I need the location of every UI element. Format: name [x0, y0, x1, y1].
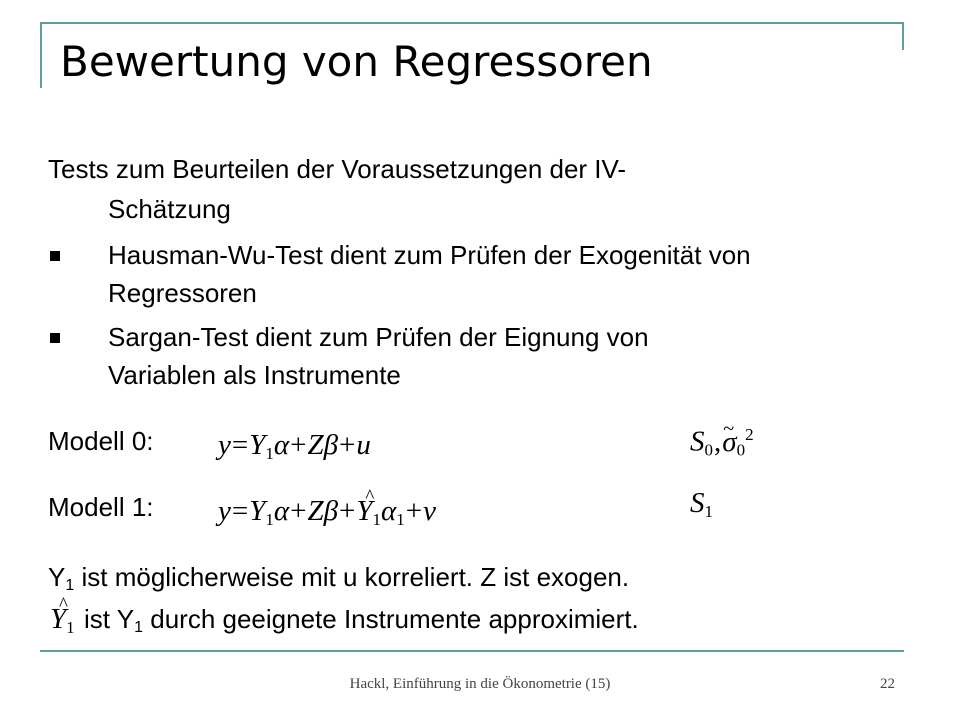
- bullet-marker-1: [50, 251, 60, 261]
- slide-title: Bewertung von Regressoren: [60, 37, 653, 86]
- page-number: 22: [880, 676, 895, 692]
- y1-hat-remark-text-b: durch geeignete Instrumente approximiert.: [143, 604, 639, 634]
- y1-subscript: 1: [65, 577, 75, 594]
- bullet-marker-2: [50, 333, 60, 343]
- bullet-1-line-2: Regressoren: [108, 278, 257, 308]
- model-1-label: Modell 1:: [48, 492, 154, 522]
- bullet-2-line-1: Sargan-Test dient zum Prüfen der Eignung von: [108, 322, 649, 352]
- model-1-statistics: $S_1$: [690, 487, 713, 521]
- model-0-label: Modell 0:: [48, 426, 154, 456]
- footer-text: Hackl, Einführung in die Ökonometrie (15): [349, 676, 611, 692]
- y1-hat-remark-text-a: ist Y: [84, 604, 135, 634]
- bullet-1-line-1: Hausman-Wu-Test dient zum Prüfen der Exogenität von: [108, 240, 751, 270]
- y1-remark: [48, 560, 629, 603]
- y1-symbol: Y: [48, 562, 66, 592]
- footer-divider: [40, 650, 904, 652]
- model-1-equation: $y=Y_1\alpha+Z\beta+\^{}$ $Y_1\alpha_1+v$: [218, 494, 436, 537]
- frame-right-line: [902, 22, 904, 50]
- frame-top-line: [40, 22, 904, 24]
- y1-hat-symbol: ^ $Y_1$: [50, 602, 75, 645]
- bullet-2-line-2: Variablen als Instrumente: [108, 360, 401, 390]
- y1-hat-remark: [84, 602, 639, 645]
- frame-left-line: [40, 22, 42, 88]
- y1-remark-text: ist möglicherweise mit u korreliert. Z ist exogen.: [74, 562, 630, 592]
- model-0-equation: $y=Y_1\alpha+Z\beta+u$: [218, 429, 371, 463]
- y1-hat-remark-subscript: 1: [134, 619, 144, 636]
- intro-line-1: Tests zum Beurteilen der Voraussetzungen der IV-: [48, 154, 627, 184]
- intro-line-2: Schätzung: [108, 194, 231, 224]
- model-0-statistics: $S_0,\sim$ $\sigma_0^2$: [690, 418, 754, 468]
